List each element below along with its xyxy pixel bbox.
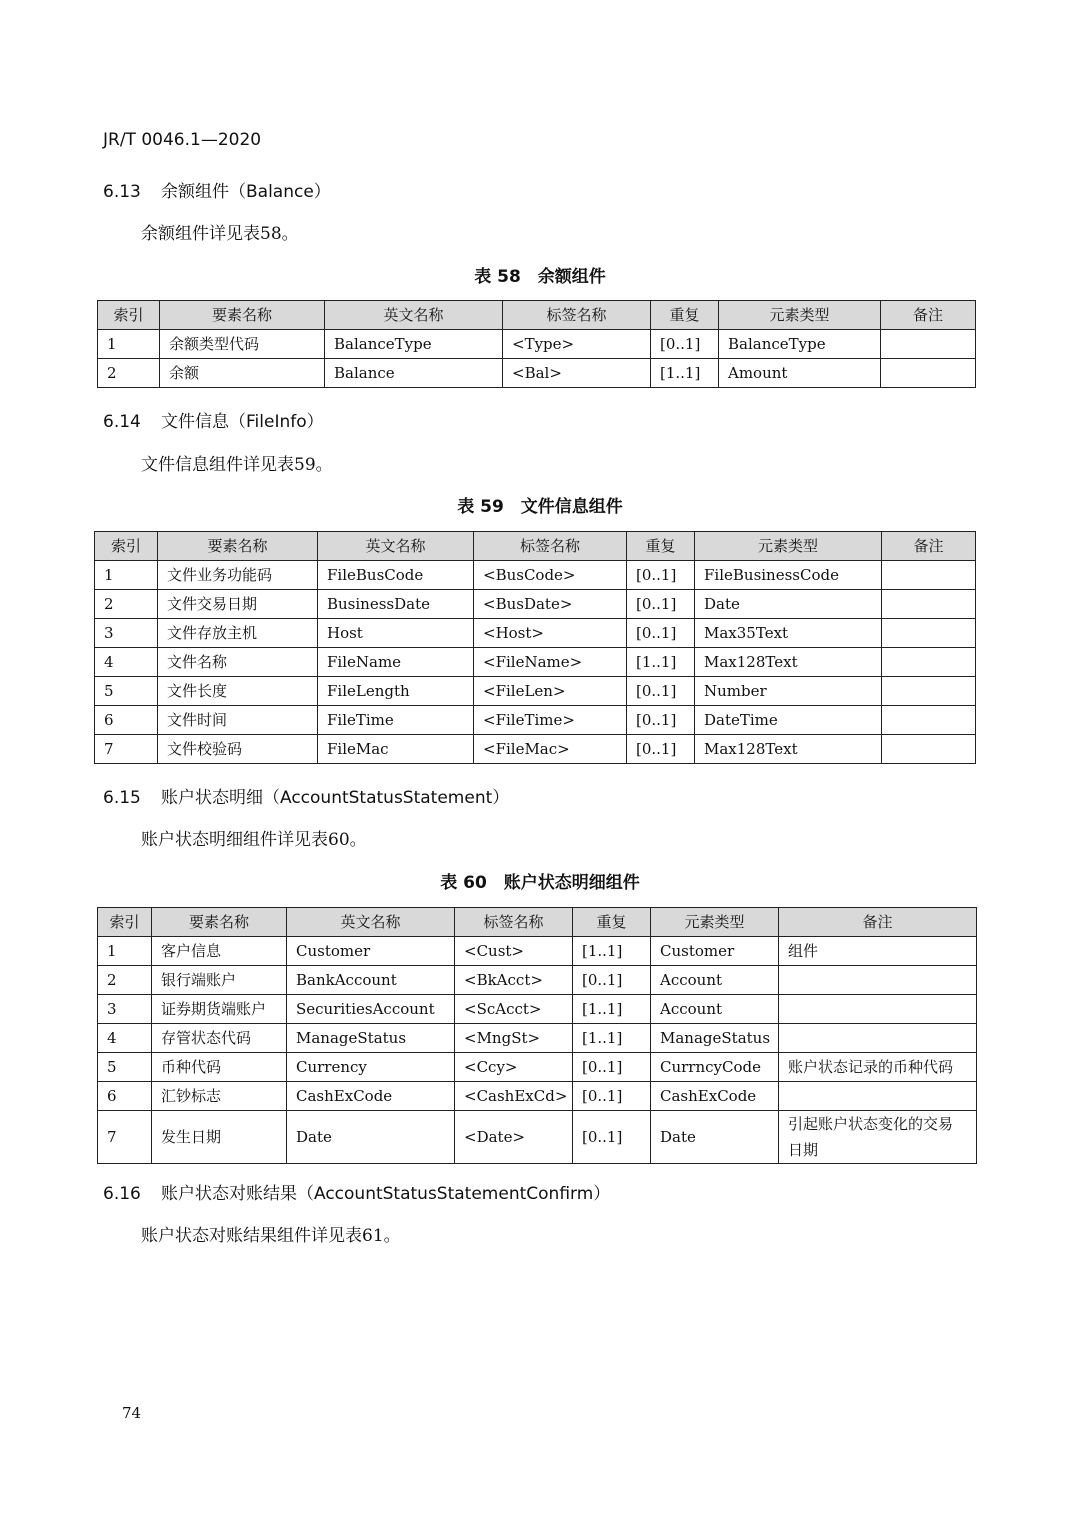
table-cell: [0..1] — [627, 735, 695, 764]
table-row — [98, 359, 976, 388]
column-header: 要素名称 — [160, 301, 325, 330]
column-header: 重复 — [573, 908, 651, 937]
table-cell: 2 — [95, 590, 158, 619]
table-cell: Host — [318, 619, 474, 648]
table-cell: 4 — [98, 1024, 152, 1053]
table-cell: [0..1] — [627, 619, 695, 648]
table-cell: <ScAcct> — [455, 995, 573, 1024]
table-cell: 6 — [95, 706, 158, 735]
table-cell: 客户信息 — [152, 937, 287, 966]
table-cell: BankAccount — [287, 966, 455, 995]
table-cell: FileName — [318, 648, 474, 677]
table-cell: [1..1] — [573, 995, 651, 1024]
table-cell: BalanceType — [325, 330, 503, 359]
table-cell: [1..1] — [573, 937, 651, 966]
table-row — [95, 619, 976, 648]
table-cell: <Type> — [503, 330, 651, 359]
table-cell: Date — [651, 1111, 779, 1164]
section-intro: 账户状态明细组件详见表60。 — [141, 830, 367, 850]
table-cell: 6 — [98, 1082, 152, 1111]
column-header: 索引 — [98, 301, 160, 330]
section-number: 6.13 — [103, 182, 141, 202]
data-table — [97, 907, 977, 1164]
table-cell: Date — [695, 590, 882, 619]
table-cell: [0..1] — [627, 561, 695, 590]
section-number: 6.15 — [103, 788, 141, 808]
table-cell: 余额 — [160, 359, 325, 388]
section-number: 6.16 — [103, 1184, 141, 1204]
table-row — [98, 330, 976, 359]
table-cell: Amount — [719, 359, 881, 388]
table-cell: 5 — [98, 1053, 152, 1082]
table-cell: Max128Text — [695, 648, 882, 677]
section-title: 余额组件（Balance） — [161, 182, 331, 202]
table-cell: SecuritiesAccount — [287, 995, 455, 1024]
table-cell: 2 — [98, 359, 160, 388]
table-row — [98, 1024, 977, 1053]
table-cell: Account — [651, 995, 779, 1024]
table-cell: <FileName> — [474, 648, 627, 677]
table-cell: [0..1] — [573, 966, 651, 995]
table-cell: Customer — [287, 937, 455, 966]
table-cell: FileTime — [318, 706, 474, 735]
table-cell: [0..1] — [573, 1082, 651, 1111]
table-cell: <BusCode> — [474, 561, 627, 590]
table-cell: <FileTime> — [474, 706, 627, 735]
table-cell — [779, 995, 977, 1024]
section-heading — [103, 1179, 610, 1204]
table-cell: ManageStatus — [651, 1024, 779, 1053]
column-header: 标签名称 — [455, 908, 573, 937]
table-cell: [0..1] — [573, 1053, 651, 1082]
table-caption: 表 59 文件信息组件 — [457, 497, 623, 517]
column-header: 索引 — [98, 908, 152, 937]
table-cell: [1..1] — [651, 359, 719, 388]
table-row — [98, 1082, 977, 1111]
table-row — [95, 648, 976, 677]
column-header: 要素名称 — [152, 908, 287, 937]
table-cell: <Host> — [474, 619, 627, 648]
table-caption: 表 58 余额组件 — [474, 267, 606, 287]
table-cell: CashExCode — [287, 1082, 455, 1111]
table-caption: 表 60 账户状态明细组件 — [440, 873, 640, 893]
table-row — [98, 966, 977, 995]
section-heading — [103, 783, 509, 808]
column-header: 元素类型 — [651, 908, 779, 937]
table-cell: FileBusCode — [318, 561, 474, 590]
table-cell: 文件时间 — [158, 706, 318, 735]
data-table — [97, 300, 976, 388]
table-cell: 引起账户状态变化的交易日期 — [779, 1111, 977, 1164]
table-cell: 3 — [95, 619, 158, 648]
table-cell: FileMac — [318, 735, 474, 764]
table-cell: 4 — [95, 648, 158, 677]
section-title: 账户状态对账结果（AccountStatusStatementConfirm） — [161, 1184, 611, 1204]
table-cell: [0..1] — [573, 1111, 651, 1164]
table-cell: <Bal> — [503, 359, 651, 388]
table-cell — [882, 735, 976, 764]
table-cell — [882, 706, 976, 735]
table-cell: 7 — [98, 1111, 152, 1164]
table-header-row — [95, 532, 976, 561]
table-cell: 汇钞标志 — [152, 1082, 287, 1111]
table-cell: FileBusinessCode — [695, 561, 882, 590]
table-cell: 1 — [95, 561, 158, 590]
table-cell: <MngSt> — [455, 1024, 573, 1053]
column-header: 标签名称 — [474, 532, 627, 561]
table-cell: 证券期货端账户 — [152, 995, 287, 1024]
table-cell: <FileMac> — [474, 735, 627, 764]
table-row — [95, 590, 976, 619]
table-row — [95, 677, 976, 706]
table-cell: Number — [695, 677, 882, 706]
table-cell: CashExCode — [651, 1082, 779, 1111]
table-cell: Account — [651, 966, 779, 995]
section-intro: 余额组件详见表58。 — [141, 224, 299, 244]
table-cell: [0..1] — [627, 590, 695, 619]
section-heading — [103, 177, 331, 202]
table-row — [98, 995, 977, 1024]
section-heading — [103, 407, 324, 432]
table-cell: 账户状态记录的币种代码 — [779, 1053, 977, 1082]
table-cell — [882, 648, 976, 677]
table-cell: 文件交易日期 — [158, 590, 318, 619]
table-cell — [882, 677, 976, 706]
table-cell — [882, 590, 976, 619]
section-intro: 文件信息组件详见表59。 — [141, 455, 333, 475]
table-cell — [881, 330, 976, 359]
column-header: 英文名称 — [287, 908, 455, 937]
table-cell: 7 — [95, 735, 158, 764]
column-header: 备注 — [881, 301, 976, 330]
column-header: 重复 — [627, 532, 695, 561]
table-cell: <Ccy> — [455, 1053, 573, 1082]
table-cell: <BkAcct> — [455, 966, 573, 995]
column-header: 重复 — [651, 301, 719, 330]
table-cell: <CashExCd> — [455, 1082, 573, 1111]
table-cell: 文件校验码 — [158, 735, 318, 764]
table-cell: CurrncyCode — [651, 1053, 779, 1082]
table-cell: DateTime — [695, 706, 882, 735]
table-cell: 文件存放主机 — [158, 619, 318, 648]
table-cell: [0..1] — [651, 330, 719, 359]
table-cell: 5 — [95, 677, 158, 706]
table-cell: [1..1] — [627, 648, 695, 677]
document-code-header: JR/T 0046.1—2020 — [103, 130, 262, 150]
table-cell: <Cust> — [455, 937, 573, 966]
table-cell: 组件 — [779, 937, 977, 966]
table-cell: <FileLen> — [474, 677, 627, 706]
table-cell: 文件业务功能码 — [158, 561, 318, 590]
table-cell: 1 — [98, 330, 160, 359]
section-title: 文件信息（FileInfo） — [161, 412, 324, 432]
table-row — [95, 561, 976, 590]
table-cell: ManageStatus — [287, 1024, 455, 1053]
column-header: 索引 — [95, 532, 158, 561]
section-title: 账户状态明细（AccountStatusStatement） — [161, 788, 510, 808]
column-header: 元素类型 — [719, 301, 881, 330]
table-row — [95, 706, 976, 735]
table-cell: Currency — [287, 1053, 455, 1082]
table-cell: 银行端账户 — [152, 966, 287, 995]
table-cell: 发生日期 — [152, 1111, 287, 1164]
column-header: 备注 — [779, 908, 977, 937]
table-row — [95, 735, 976, 764]
table-cell: 3 — [98, 995, 152, 1024]
table-header-row — [98, 908, 977, 937]
table-cell: 文件长度 — [158, 677, 318, 706]
column-header: 元素类型 — [695, 532, 882, 561]
table-cell — [779, 1082, 977, 1111]
table-cell: [0..1] — [627, 706, 695, 735]
table-cell: 存管状态代码 — [152, 1024, 287, 1053]
table-cell: <Date> — [455, 1111, 573, 1164]
column-header: 英文名称 — [325, 301, 503, 330]
column-header: 标签名称 — [503, 301, 651, 330]
table-cell: 1 — [98, 937, 152, 966]
table-cell: FileLength — [318, 677, 474, 706]
column-header: 英文名称 — [318, 532, 474, 561]
table-cell: 币种代码 — [152, 1053, 287, 1082]
page-number: 74 — [122, 1404, 142, 1422]
table-row — [98, 1111, 977, 1164]
table-cell — [882, 619, 976, 648]
column-header: 备注 — [882, 532, 976, 561]
table-cell — [881, 359, 976, 388]
table-cell: Balance — [325, 359, 503, 388]
table-cell: BusinessDate — [318, 590, 474, 619]
column-header: 要素名称 — [158, 532, 318, 561]
table-header-row — [98, 301, 976, 330]
table-cell: 2 — [98, 966, 152, 995]
table-cell: Max128Text — [695, 735, 882, 764]
table-row — [98, 937, 977, 966]
table-cell — [779, 1024, 977, 1053]
table-cell: 余额类型代码 — [160, 330, 325, 359]
section-number: 6.14 — [103, 412, 141, 432]
table-cell — [882, 561, 976, 590]
data-table — [94, 531, 976, 764]
table-cell: BalanceType — [719, 330, 881, 359]
table-cell — [779, 966, 977, 995]
section-intro: 账户状态对账结果组件详见表61。 — [141, 1226, 401, 1246]
table-cell: [0..1] — [627, 677, 695, 706]
table-cell: Max35Text — [695, 619, 882, 648]
table-cell: 文件名称 — [158, 648, 318, 677]
table-cell: Customer — [651, 937, 779, 966]
table-cell: Date — [287, 1111, 455, 1164]
table-cell: [1..1] — [573, 1024, 651, 1053]
table-row — [98, 1053, 977, 1082]
table-cell: <BusDate> — [474, 590, 627, 619]
